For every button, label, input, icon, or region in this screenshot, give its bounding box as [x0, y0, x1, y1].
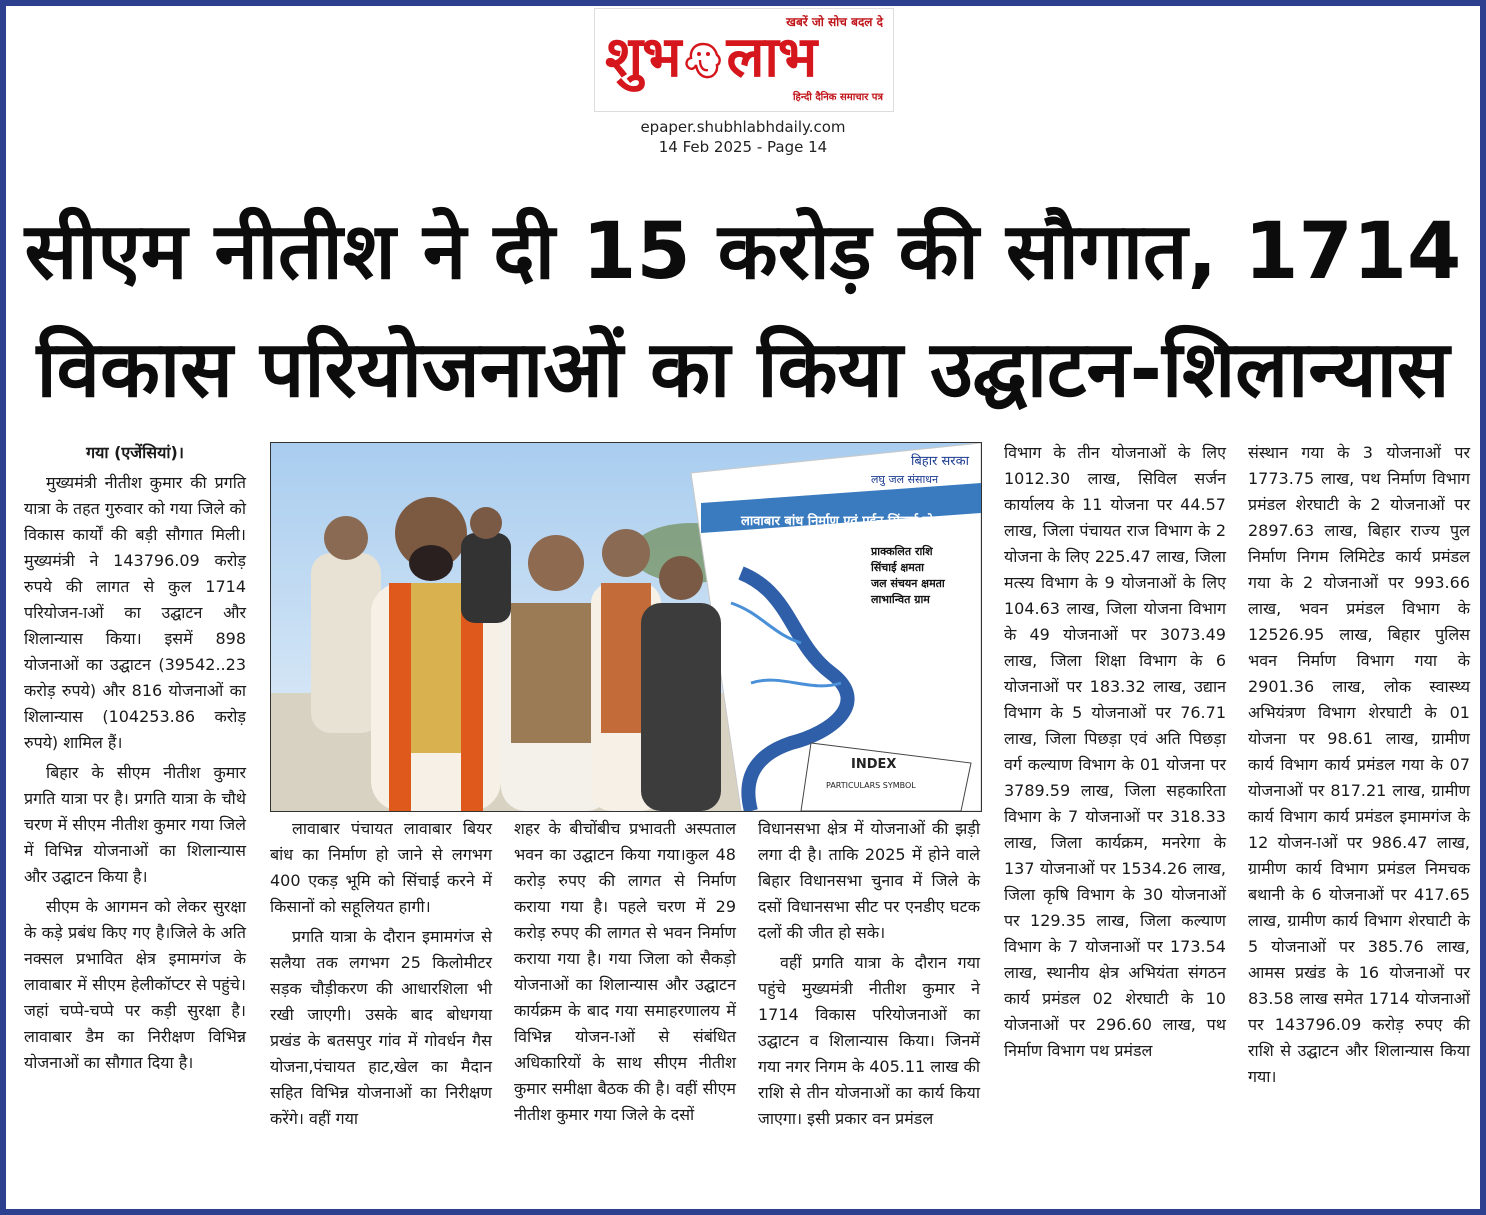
- paragraph: सीएम के आगमन को लेकर सुरक्षा के कड़े प्रबंध किए गए है।जिले के अति नक्सल प्रभावित क्षेत्र इमामगंज के लावाबार में सीएम हेलीकॉप्टर से पहुंचे। जहां चप्पे-चप्पे पर कड़ी सुरक्षा है।लावाबार डैम का निरीक्षण विभिन्न योजनाओं का सौगात दिया है।: [24, 897, 246, 1072]
- article-column-5: [1248, 440, 1470, 1094]
- brand-right: लाभ: [726, 25, 817, 90]
- source-url: epaper.shubhlabhdaily.com: [640, 118, 846, 136]
- paragraph: प्रगति यात्रा के दौरान इमामगंज से सलैया तक लगभग 25 किलोमीटर सड़क चौड़ीकरण की आधारशिला भी रखी जाएगी। उसके बाद बोधगया प्रखंड के बतसपुर गांव में गोवर्धन गैस योजना,पंचायत हाट,खेल का मैदान सहित विभिन्न योजनाओं का निरीक्षण करेंगे। वहीं गया: [270, 927, 492, 1128]
- board-legend-1: प्राक्कलित राशि: [871, 545, 933, 558]
- board-title: लावाबार बांध निर्माण एवं पईन सिंचाई यो: [741, 514, 934, 529]
- board-legend-4: लाभान्वित ग्राम: [871, 593, 930, 606]
- masthead-subtag: हिन्दी दैनिक समाचार पत्र: [792, 92, 883, 103]
- article-column-2: [270, 816, 492, 1136]
- brand-left: शुभ: [605, 25, 681, 90]
- paragraph: विधानसभा क्षेत्र में योजनाओं की झड़ी लगा दी है। ताकि 2025 में होने वाले बिहार विधानसभा चुनाव में जिले के दसों विधानसभा सीट पर एनडीए घटक दलों की जीत हो सके।: [758, 819, 980, 942]
- masthead-tagline: खबरें जो सोच बदल दे: [786, 15, 883, 29]
- headline-line-1: सीएम नीतीश ने दी 15 करोड़ की सौगात, 1714: [24, 207, 1462, 297]
- masthead-logo: [594, 8, 894, 112]
- article-column-1: [24, 440, 246, 1080]
- headline-line-2: विकास परियोजनाओं का किया उद्घाटन-शिलान्यास: [36, 325, 1450, 415]
- article-column-4: [1004, 440, 1226, 1068]
- news-photo: [270, 442, 982, 812]
- photo-illustration: [271, 443, 981, 811]
- source-date: 14 Feb 2025 - Page 14: [658, 138, 828, 156]
- paragraph: बिहार के सीएम नीतीश कुमार प्रगति यात्रा पर है। प्रगति यात्रा के चौथे चरण में सीएम नीतीश कुमार गया जिले में विभिन्न योजनाओं का शिलान्यास और उद्घाटन किया है।: [24, 763, 246, 886]
- paragraph: शहर के बीचोंबीच प्रभावती अस्पताल भवन का उद्घाटन किया गया।कुल 48 करोड़ रुपए की लागत से निर्माण कराया गया है। पहले चरण में 29 करोड़ रुपए की लागत से भवन निर्माण कराया गया है। गया जिला को सैकड़ो योजनाओं का शिलान्यास और उद्घाटन कार्यक्रम के बाद गया समाहरणालय में विभिन्न योजन-ाओं से संबंधित अधिकारियों के साथ सीएम नीतीश कुमार समीक्षा बैठक की है। वहीं सीएम नीतीश कुमार गया जिले के दसों: [514, 819, 736, 1124]
- index-title: INDEX: [851, 757, 897, 772]
- dateline: गया (एजेंसियां)।: [86, 443, 184, 462]
- article-column-3: [514, 816, 736, 1132]
- paragraph: विभाग के तीन योजनाओं के लिए 1012.30 लाख, सिविल सर्जन कार्यालय के 11 योजना पर 44.57 लाख, जिला पंचायत राज विभाग के 2 योजना के लिए 225.47 लाख, जिला मत्स्य विभाग के 9 योजनाओं के लिए 104.63 लाख, जिला योजना विभाग के 49 योजनाओं पर 3073.49 लाख, जिला शिक्षा विभाग के 6 योजनाओं पर 183.32 लाख, उद्यान विभाग के 5 योजनाओं पर 76.71 लाख, जिला पिछड़ा एवं अति पिछड़ा वर्ग कल्याण विभाग के 01 योजना पर 3789.59 लाख, जिला सहकारिता विभाग के 7 योजनाओं पर 318.33 लाख, जिला कार्यक्रम, मनरेगा के 137 योजनाओं पर 1534.26 लाख, जिला कृषि विभाग के 30 योजनाओं पर 129.35 लाख, जिला कल्याण विभाग के 7 योजनाओं पर 173.54 लाख, स्थानीय क्षेत्र अभियंता संगठन कार्य प्रमंडल 02 शेरघाटी के 10 योजनाओं पर 296.60 लाख, पथ निर्माण विभाग पथ प्रमंडल: [1004, 443, 1226, 1060]
- ganesh-icon: [682, 40, 724, 82]
- board-legend-3: जल संचयन क्षमता: [871, 577, 945, 590]
- board-line-2: लघु जल संसाधन: [871, 473, 939, 486]
- board-line-1: बिहार सरका: [911, 454, 969, 469]
- brand-name: [605, 23, 816, 93]
- paragraph: वहीं प्रगति यात्रा के दौरान गया पहुंचे मुख्यमंत्री नीतीश कुमार ने 1714 विकास परियोजनाओं का उद्घाटन व शिलान्यास किया। जिनमें गया नगर निगम के 405.11 लाख की राशि से तीन योजनाओं का कार्य किया जाएगा। इसी प्रकार वन प्रमंडल: [758, 953, 980, 1128]
- index-sub: PARTICULARS SYMBOL: [826, 781, 916, 790]
- paragraph: संस्थान गया के 3 योजनाओं पर 1773.75 लाख, पथ निर्माण विभाग प्रमंडल शेरघाटी के 2 योजनाओं पर 2897.63 लाख, बिहार राज्य पुल निर्माण निगम लिमिटेड कार्य प्रमंडल गया के 2 योजनाओं पर 993.66 लाख, भवन प्रमंडल विभाग के 12526.95 लाख, बिहार पुलिस भवन निर्माण विभाग गया के 2901.36 लाख, लोक स्वास्थ्य अभियंत्रण विभाग शेरघाटी के 01 योजना पर 98.61 लाख, ग्रामीण कार्य विभाग कार्य प्रमंडल गया के 07 योजनाओं पर 817.21 लाख, ग्रामीण कार्य विभाग कार्य प्रमंडल इमामगंज के 12 योजन-ाओं पर 986.47 लाख, ग्रामीण कार्य विभाग प्रमंडल निमचक बथानी के 6 योजनाओं पर 417.65 लाख, ग्रामीण कार्य विभाग शेरघाटी के 5 योजनाओं पर 385.76 लाख, आमस प्रखंड के 16 योजनाओं पर 83.58 लाख समेत 1714 योजनाओं पर 143796.09 करोड़ रुपए की राशि से उद्घाटन और शिलान्यास किया गया।: [1248, 443, 1470, 1086]
- paragraph: लावाबार पंचायत लावाबार बियर बांध का निर्माण हो जाने से लगभग 400 एकड़ भूमि को सिंचाई करने में किसानों को सहूलियत हागी।: [270, 819, 492, 916]
- article-column-4-bottom: [758, 816, 980, 1136]
- paragraph: मुख्यमंत्री नीतीश कुमार की प्रगति यात्रा के तहत गुरुवार को गया जिले को विकास कार्यों की बड़ी सौगात मिली। मुख्यमंत्री ने 143796.09 करोड़ रुपये की लागत से कुल 1714 परियोजन-ाओं का उद्घाटन और शिलान्यास किया। इसमें 898 योजनाओं का उद्घाटन (39542..23 करोड़ रुपये) और 816 योजनाओं का शिलान्यास (104253.86 करोड़ रुपये) शामिल हैं।: [24, 473, 246, 752]
- board-legend-2: सिंचाई क्षमता: [871, 561, 924, 574]
